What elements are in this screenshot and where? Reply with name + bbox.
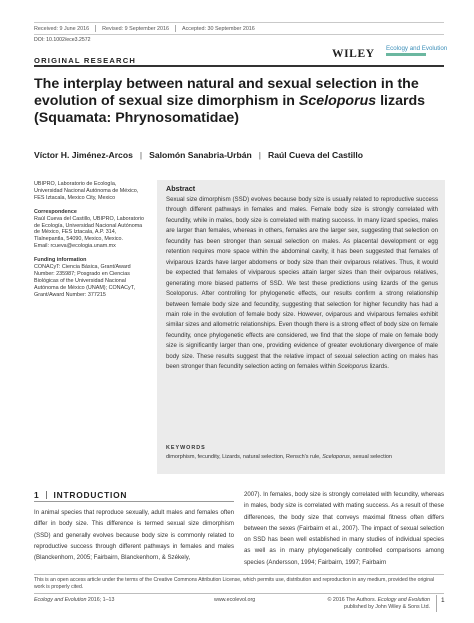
page-number-divider <box>436 595 437 612</box>
keywords-genus: Sceloporus <box>322 454 350 460</box>
article-title <box>34 76 444 127</box>
correspondence-email[interactable]: Email: rcueva@ecologia.unam.mx <box>34 243 116 250</box>
section-number: 1 <box>34 490 40 500</box>
section-title: INTRODUCTION <box>53 490 128 500</box>
correspondence-heading: Correspondence <box>34 208 77 215</box>
author-name[interactable]: Salomón Sanabria-Urbán <box>149 150 252 160</box>
abstract-body <box>166 195 438 373</box>
date-separator <box>175 25 176 32</box>
doi[interactable]: DOI: 10.1002/ece3.2572 <box>34 37 91 43</box>
date-separator <box>95 25 96 32</box>
license-rule <box>34 574 444 575</box>
received-date: Received: 9 June 2016 <box>34 25 90 32</box>
publisher-logo: WILEY <box>332 48 375 60</box>
footer-volume-pages: 2016; 1–13 <box>86 597 115 603</box>
copyright-journal: Ecology and Evolution <box>377 597 430 603</box>
manuscript-dates-bar <box>34 22 444 35</box>
journal-logo-text: Ecology and Evolution <box>386 45 448 52</box>
author-name[interactable]: Raúl Cueva del Castillo <box>268 150 364 160</box>
abstract-text: Sexual size dimorphism (SSD) evolves because body size is usually related to reproductive success through different pathways in females and males. Female body size is strongly correlated with fecundity, while in males, body size is correlated with mating success. In many lizard species, males are larger than females, whereas in others, females are the larger sex, suggesting that selection on fecundity has been stronger than sexual selection on males. As placental development or egg retention requires more space within the abdominal cavity, it has been suggested that females of viviparous lizards have larger abdomens or body size than their oviparous relatives. Thus, it would be expected that females of viviparous species attain larger sizes than their oviparous relatives, generating more biased patterns of SSD. We test these predictions using lizards of the genus Sceloporus. After controlling for phylogenetic effects, our results confirm a strong relationship between female body size and fecundity, suggesting that selection for higher fecundity has had a main role in the evolution of female body size. However, oviparous and viviparous females exhibit similar sizes and allometric relationships. Even though there is a strong effect of body size on female fecundity, once phylogenetic effects are considered, we find that the slope of male on female body size is significantly larger than one, providing evidence of greater evolutionary divergence of male body size. These results suggest that the relative impact of sexual selection acting on males has been stronger than fecundity selection acting on females within <box>166 196 438 371</box>
abstract-text-end: lizards. <box>367 363 389 371</box>
intro-left-column: In animal species that reproduce sexually, adult males and females often differ in body size. This difference is termed sexual size dimorphism (SSD) and generally evolves because body size is commonly related to reproductive success through different pathways in females and males (Blanckenhorn, 2005; Fairbairn, Blanckenhorn, & Székely, <box>34 509 234 562</box>
correspondence-address: Raúl Cueva del Castillo, UBIPRO, Laboratorio de Ecología, Universidad Nacional Autónoma de México, FES Iztacala, A.P. 314, Tlalnepantla, 54090, Mexico, Mexico. <box>34 215 144 243</box>
footer-rule <box>34 593 444 594</box>
funding-heading: Funding information <box>34 257 87 264</box>
copyright-text: © 2016 The Authors. <box>327 597 378 603</box>
section-heading-introduction <box>34 490 127 500</box>
article-type: ORIGINAL RESEARCH <box>34 56 137 65</box>
author-list <box>34 150 444 160</box>
keywords-list <box>166 454 438 460</box>
footer-journal: Ecology and Evolution <box>34 597 87 603</box>
copyright-publisher: published by John Wiley & Sons Ltd. <box>344 604 430 611</box>
funding-text: CONACyT: Ciencia Básica, Grant/Award Number: 235987; Posgrado en Ciencias Biológicas of the Universidad Nacional Autónoma de México (UNAM); CONACyT, Grant/Award Number: 377215 <box>34 264 135 298</box>
keywords-text-end: , sexual selection <box>349 454 392 460</box>
footer-url[interactable]: www.ecolevol.org <box>214 597 256 603</box>
section-rule <box>34 501 234 502</box>
page-number: 1 <box>441 597 445 604</box>
author-separator: | <box>258 150 261 160</box>
keywords-text: dimorphism, fecundity, Lizards, natural selection, Rensch's rule, <box>166 454 323 460</box>
title-prefix: The interplay between natural and sexual selection in the evolution of sexual size dimorphism in <box>34 76 419 109</box>
footer-citation <box>34 597 114 604</box>
revised-date: Revised: 9 September 2016 <box>102 25 169 32</box>
footer-copyright <box>316 597 430 612</box>
title-genus: Sceloporus <box>298 93 377 109</box>
header-rule <box>34 65 444 67</box>
journal-logo <box>386 45 447 56</box>
open-access-badge <box>386 53 426 56</box>
author-separator: | <box>139 150 143 160</box>
affiliation-unit: UBIPRO, Laboratorio de Ecología, Universidad Nacional Autónoma de México, FES Iztacala, Mexico City, Mexico <box>34 181 139 201</box>
accepted-date: Accepted: 30 September 2016 <box>181 25 255 32</box>
abstract-heading: Abstract <box>166 184 196 193</box>
affiliations <box>34 181 146 299</box>
title-suffix: lizards (Squamata: Phrynosomatidae) <box>34 93 426 126</box>
author-name[interactable]: Víctor H. Jiménez-Arcos <box>34 150 133 160</box>
keywords-heading: KEYWORDS <box>166 445 206 451</box>
abstract-genus: Sceloporus <box>337 363 368 371</box>
intro-right-column: 2007). In females, body size is strongly correlated with fecundity, whereas in males, body size is correlated with mating success. As a result of these differences, the body size that conveys maximal fitness often differs between the sexes (Fairbairn et al., 2007). The impact of sexual selection on SSD has been well established in many studies of individual species as well as in many phylogenetically controlled comparisons among species (Andersson, 1994; Fairbairn, 1997; Fairbairn <box>244 491 444 566</box>
license-text: This is an open access article under the terms of the Creative Commons Attribution License, which permits use, distribution and reproduction in any medium, provided the original work is properly cited. <box>34 577 435 591</box>
